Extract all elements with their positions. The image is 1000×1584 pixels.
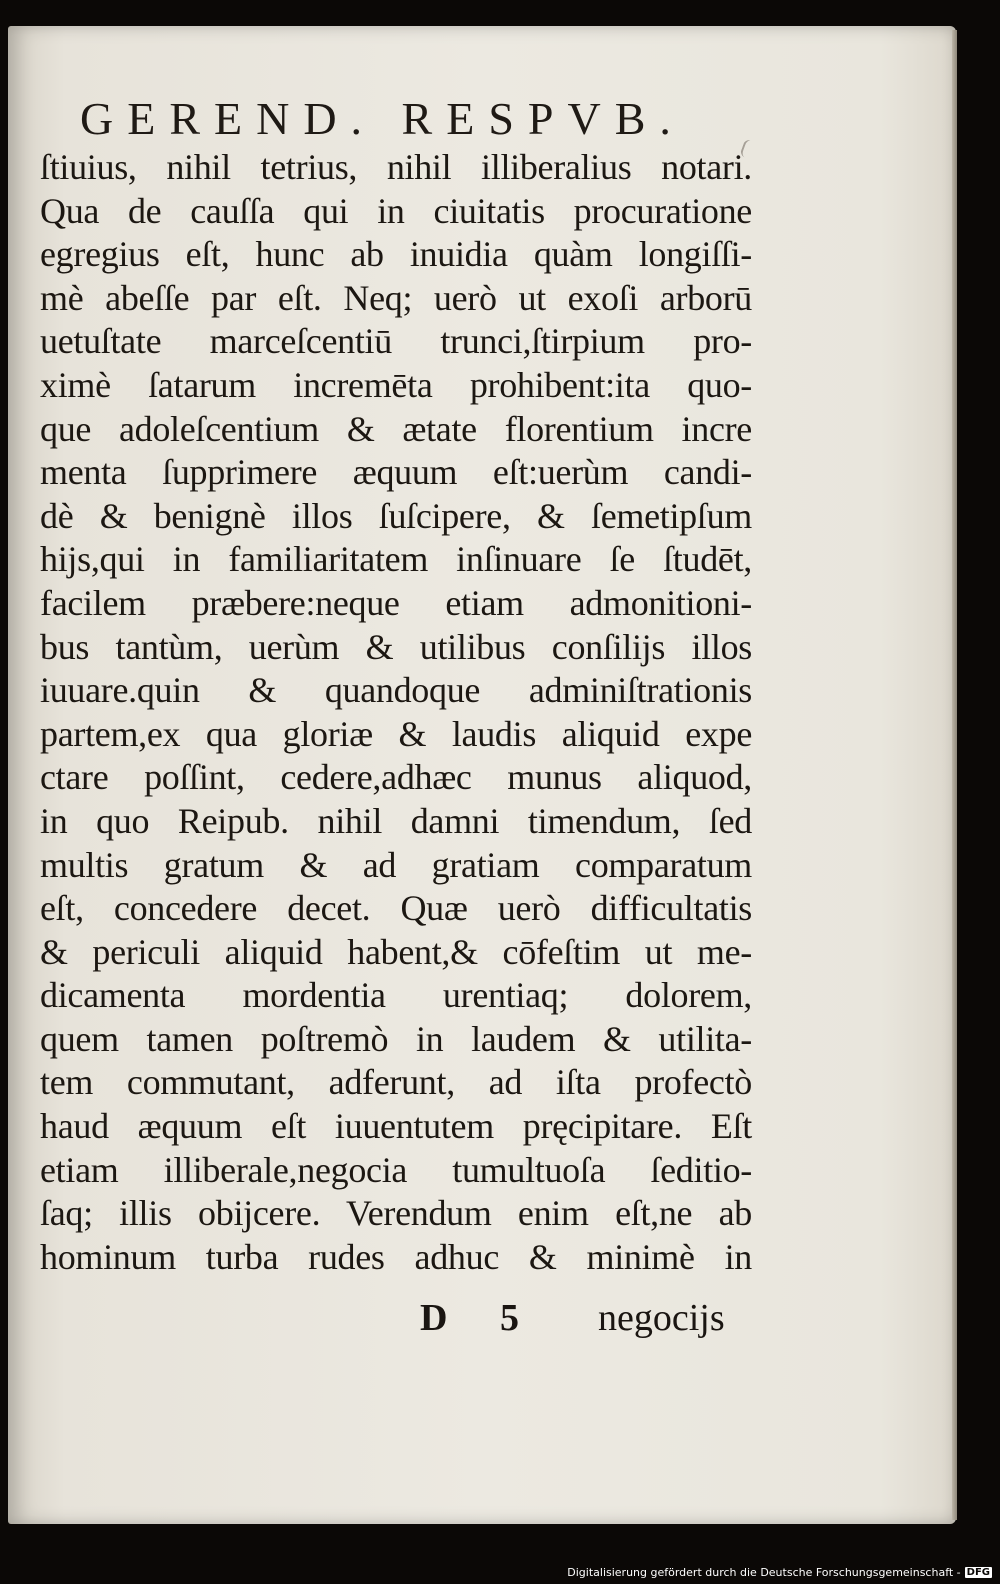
text-line: quem tamen poſtremò in laudem & utilita-: [40, 1018, 752, 1059]
text-line: in quo Reipub. nihil damni timendum, ſed: [40, 800, 752, 841]
text-line: dicamenta mordentia urentiaq; dolorem,: [40, 975, 752, 1016]
text-line: dè & benignè illos ſuſcipere, & ſemetipſum: [40, 495, 752, 536]
signature-letter: D: [420, 1297, 448, 1339]
text-line: egregius eſt, hunc ab inuidia quàm longiſſi-: [40, 234, 752, 275]
text-line: hominum turba rudes adhuc & minimè in: [40, 1236, 752, 1277]
running-head: GEREND. RESPVB.: [80, 93, 685, 144]
signature-line: [0, 1296, 1000, 1346]
text-line: menta ſupprimere æquum eſt:uerùm candi-: [40, 452, 752, 493]
text-line: ximè ſatarum incremēta prohibent:ita quo-: [40, 364, 752, 405]
dfg-logo: DFG: [966, 1566, 990, 1578]
text-line: ſaq; illis obijcere. Verendum enim eſt,ne ab: [40, 1193, 752, 1234]
text-line: Qua de cauſſa qui in ciuitatis procuratione: [40, 190, 752, 231]
text-line: hijs,qui in familiaritatem inſinuare ſe ſtudēt,: [40, 539, 752, 580]
text-line: uetuſtate marceſcentiū trunci,ſtirpium pro-: [40, 321, 752, 362]
text-line: facilem præbere:neque etiam admonitioni-: [40, 582, 752, 623]
text-line: iuuare.quin & quandoque adminiſtrationis: [40, 670, 752, 711]
text-line: bus tantùm, uerùm & utilibus conſilijs illos: [40, 626, 752, 667]
credit-text: Digitalisierung gefördert durch die Deutsche Forschungsgemeinschaft -: [567, 1565, 961, 1579]
body-text: [40, 146, 752, 1279]
text-line: mè abeſſe par eſt. Neq; uerò ut exoſi arborū: [40, 277, 752, 318]
signature-number: 5: [500, 1297, 519, 1339]
text-line: ſtiuius, nihil tetrius, nihil illiberalius notari.: [40, 147, 752, 187]
text-line: eſt, concedere decet. Quæ uerò difficultatis: [40, 888, 752, 929]
text-line: & periculi aliquid habent,& cōfeſtim ut me-: [40, 931, 752, 972]
text-line: haud æquum eſt iuuentutem pręcipitare. Eſt: [40, 1106, 752, 1147]
digitization-credit: [567, 1562, 992, 1582]
text-line: partem,ex qua gloriæ & laudis aliquid expe: [40, 713, 752, 754]
catchword: negocijs: [598, 1297, 725, 1339]
text-line: tem commutant, adferunt, ad iſta profectò: [40, 1062, 752, 1103]
text-line: multis gratum & ad gratiam comparatum: [40, 844, 752, 885]
text-line: que adoleſcentium & ætate florentium incre: [40, 408, 752, 449]
text-line: etiam illiberale,negocia tumultuoſa ſeditio-: [40, 1149, 752, 1190]
text-line: ctare poſſint, cedere,adhæc munus aliquod,: [40, 757, 752, 798]
